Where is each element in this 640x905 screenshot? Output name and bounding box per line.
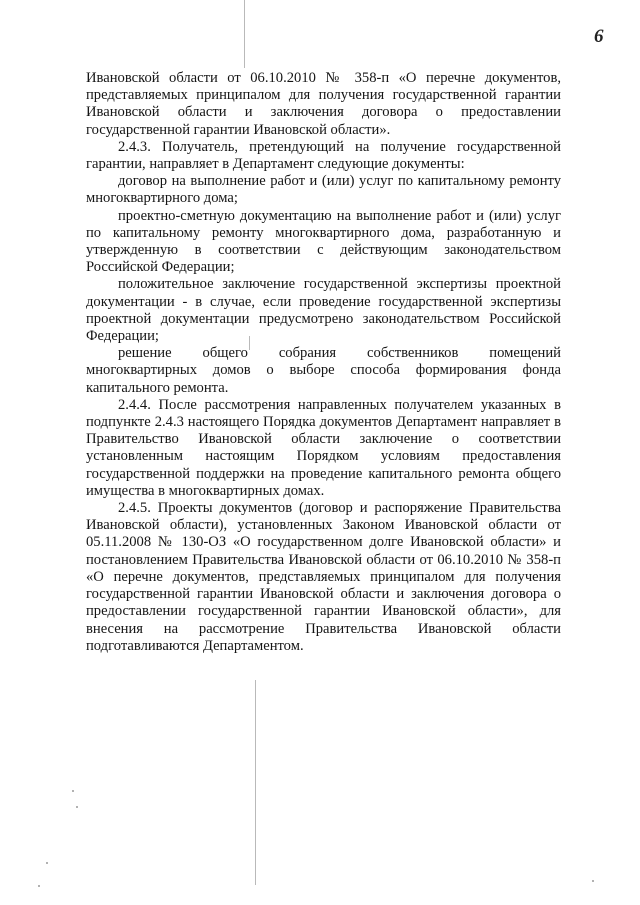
paragraph: положительное заключение государственной экспертизы проектной документации - в случае, если проведение государственной экспертизы проектной документации предусмотрено законодательством Российской Федерации; [86, 276, 561, 345]
paragraph: проектно-сметную документацию на выполнение работ и (или) услуг по капитальному ремонту многоквартирного дома, разработанную и утвержденную в соответствии с действующим законодательством Российской Федерации; [86, 207, 561, 276]
scan-artifact-line [255, 680, 256, 885]
paragraph: 2.4.4. После рассмотрения направленных получателем указанных в подпункте 2.4.3 настоящего Порядка документов Департамент направляет в Правительство Ивановской области заключение о соответствии установленным настоящим Порядком условиям предоставления государственной поддержки на проведение капитального ремонта общего имущества в многоквартирных домах. [86, 396, 561, 499]
paragraph: решение общего собрания собственников помещений многоквартирных домов о выборе способа формирования фонда капитального ремонта. [86, 345, 561, 396]
scan-artifact-speck [72, 790, 74, 792]
scan-artifact-speck [46, 862, 48, 864]
paragraph: Ивановской области от 06.10.2010 № 358-п «О перечне документов, представляемых принципалом для получения государственной гарантии Ивановской области и заключения договора о предоставлении государственной гарантии Ивановской области». [86, 70, 561, 138]
page-number: 6 [594, 26, 604, 47]
scan-artifact-speck [38, 885, 40, 887]
paragraph: 2.4.5. Проекты документов (договор и распоряжение Правительства Ивановской области), установленных Законом Ивановской области от 05.11.2008 № 130-ОЗ «О государственном долге Ивановской области» и постановлением Правительства Ивановской области от 06.10.2010 № 358-п «О перечне документов, представляемых принципалом для получения государственной гарантии Ивановской области и заключения договора о предоставлении государственной гарантии Ивановской области», для внесения на рассмотрение Правительства Ивановской области подготавливаются Департаментом. [86, 500, 561, 654]
scan-artifact-speck [592, 880, 594, 882]
scan-artifact-line [244, 0, 245, 68]
document-body [86, 70, 561, 655]
paragraph: договор на выполнение работ и (или) услуг по капитальному ремонту многоквартирного дома; [86, 173, 561, 207]
paragraph: 2.4.3. Получатель, претендующий на получение государственной гарантии, направляет в Департамент следующие документы: [86, 138, 561, 173]
scan-artifact-speck [76, 806, 78, 808]
